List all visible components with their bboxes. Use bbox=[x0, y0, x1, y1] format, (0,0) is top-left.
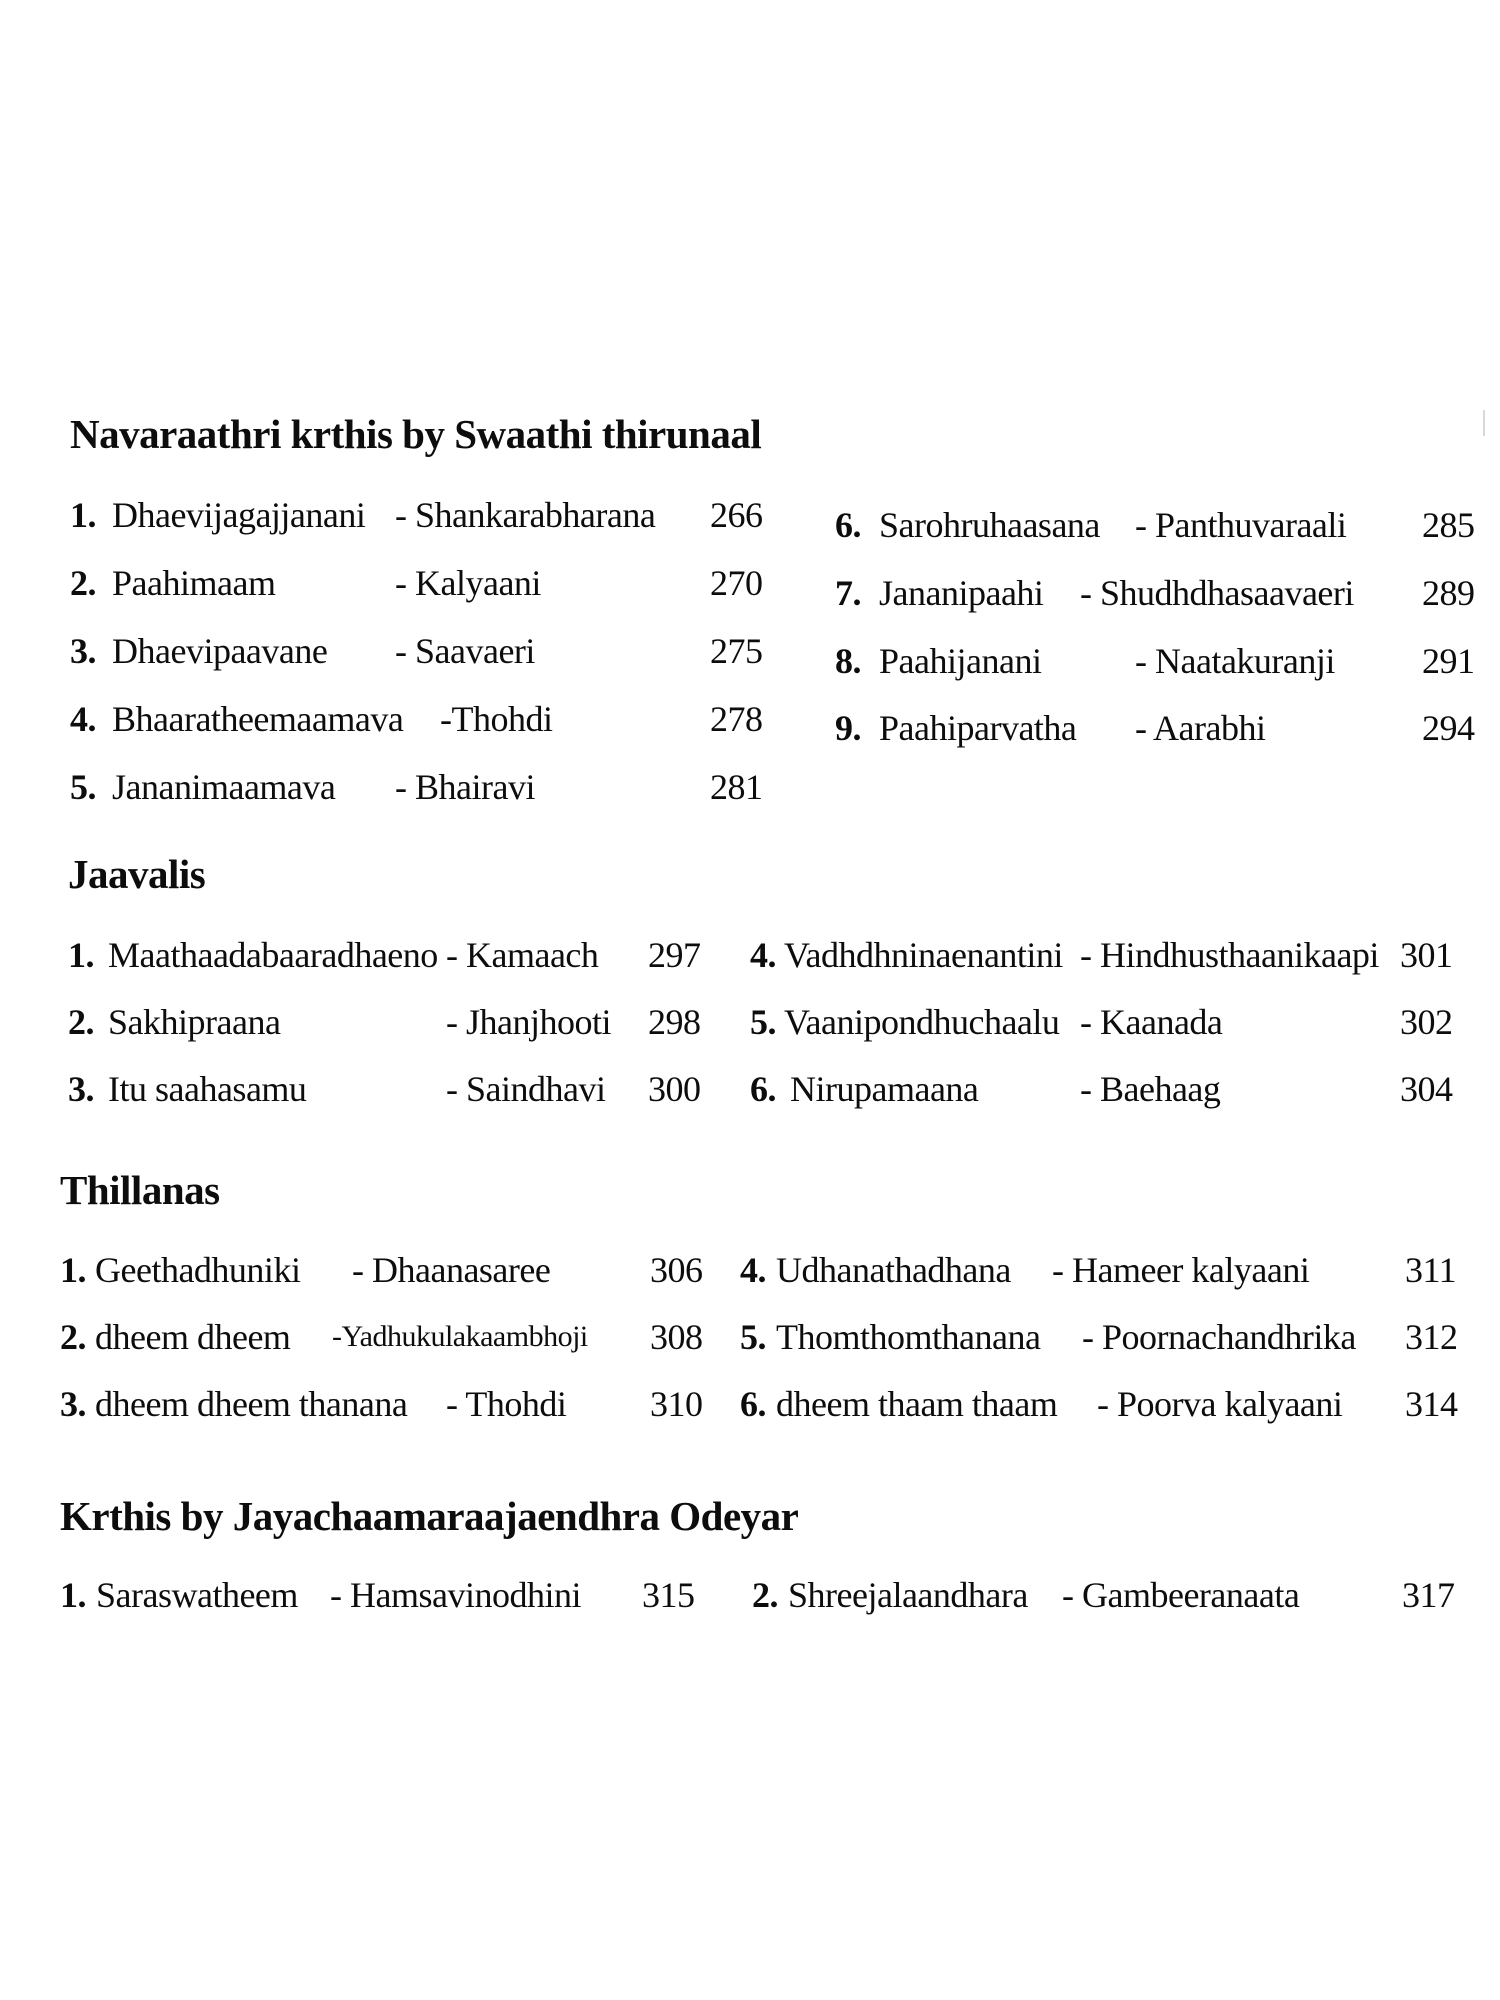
item-raga: - Hameer kalyaani bbox=[1052, 1250, 1310, 1290]
item-number: 6. bbox=[750, 1069, 776, 1109]
item-page-number: 311 bbox=[1405, 1250, 1457, 1290]
item-title: Jananipaahi bbox=[879, 573, 1044, 613]
item-page-number: 312 bbox=[1405, 1317, 1458, 1357]
item-number: 5. bbox=[750, 1002, 776, 1042]
item-raga: - Saindhavi bbox=[446, 1069, 606, 1109]
item-number: 3. bbox=[70, 631, 96, 671]
item-title: Thomthomthanana bbox=[776, 1317, 1041, 1357]
item-title: Vaanipondhuchaalu bbox=[784, 1002, 1060, 1042]
item-number: 5. bbox=[740, 1317, 766, 1357]
item-number: 4. bbox=[750, 935, 776, 975]
item-number: 2. bbox=[752, 1575, 778, 1615]
item-page-number: 266 bbox=[710, 495, 763, 535]
item-number: 6. bbox=[835, 505, 861, 545]
item-title: Itu saahasamu bbox=[108, 1069, 307, 1109]
section-heading-krthis-odeyar: Krthis by Jayachaamaraajaendhra Odeyar bbox=[60, 1493, 799, 1539]
item-raga: - Panthuvaraali bbox=[1135, 505, 1347, 545]
item-raga: - Jhanjhooti bbox=[446, 1002, 611, 1042]
item-page-number: 304 bbox=[1400, 1069, 1453, 1109]
section-heading-jaavalis: Jaavalis bbox=[68, 851, 206, 897]
item-number: 6. bbox=[740, 1384, 766, 1424]
item-number: 5. bbox=[70, 767, 96, 807]
item-raga: - Shankarabharana bbox=[395, 495, 656, 535]
item-title: Saraswatheem bbox=[96, 1575, 298, 1615]
item-page-number: 289 bbox=[1422, 573, 1475, 613]
item-page-number: 300 bbox=[648, 1069, 701, 1109]
item-page-number: 308 bbox=[650, 1317, 703, 1357]
item-title: Geethadhuniki bbox=[95, 1250, 301, 1290]
item-title: Paahiparvatha bbox=[879, 708, 1077, 748]
item-number: 2. bbox=[60, 1317, 86, 1357]
item-page-number: 270 bbox=[710, 563, 763, 603]
item-title: Nirupamaana bbox=[790, 1069, 979, 1109]
item-title: Maathaadabaaradhaeno bbox=[108, 935, 438, 975]
item-title: Vadhdhninaenantini bbox=[784, 935, 1063, 975]
item-page-number: 301 bbox=[1400, 935, 1453, 975]
item-raga: - Poornachandhrika bbox=[1082, 1317, 1356, 1357]
item-page-number: 281 bbox=[710, 767, 763, 807]
item-title: Bhaaratheemaamava bbox=[112, 699, 404, 739]
item-page-number: 298 bbox=[648, 1002, 701, 1042]
item-number: 2. bbox=[70, 563, 96, 603]
item-raga: - Dhaanasaree bbox=[352, 1250, 551, 1290]
item-raga: - Naatakuranji bbox=[1135, 641, 1335, 681]
item-raga: - Shudhdhasaavaeri bbox=[1080, 573, 1354, 613]
item-title: Dhaevipaavane bbox=[112, 631, 328, 671]
item-number: 2. bbox=[68, 1002, 94, 1042]
scan-edge-mark bbox=[1483, 410, 1485, 436]
item-raga: - Bhairavi bbox=[395, 767, 535, 807]
item-page-number: 285 bbox=[1422, 505, 1475, 545]
item-raga: - Kamaach bbox=[446, 935, 599, 975]
item-title: dheem dheem bbox=[95, 1317, 291, 1357]
item-raga: - Thohdi bbox=[446, 1384, 567, 1424]
item-title: dheem dheem thanana bbox=[95, 1384, 408, 1424]
item-number: 1. bbox=[70, 495, 96, 535]
item-page-number: 275 bbox=[710, 631, 763, 671]
item-title: Shreejalaandhara bbox=[788, 1575, 1028, 1615]
item-page-number: 306 bbox=[650, 1250, 703, 1290]
section-heading-navaraathri: Navaraathri krthis by Swaathi thirunaal bbox=[70, 411, 762, 457]
item-page-number: 297 bbox=[648, 935, 701, 975]
item-raga: - Hamsavinodhini bbox=[330, 1575, 581, 1615]
item-page-number: 291 bbox=[1422, 641, 1475, 681]
section-heading-thillanas: Thillanas bbox=[60, 1167, 220, 1213]
item-page-number: 317 bbox=[1402, 1575, 1455, 1615]
item-title: Paahijanani bbox=[879, 641, 1042, 681]
item-page-number: 302 bbox=[1400, 1002, 1453, 1042]
item-raga: - Gambeeranaata bbox=[1062, 1575, 1300, 1615]
item-number: 4. bbox=[70, 699, 96, 739]
item-title: Jananimaamava bbox=[112, 767, 336, 807]
item-title: dheem thaam thaam bbox=[776, 1384, 1058, 1424]
item-number: 3. bbox=[60, 1384, 86, 1424]
item-title: Sakhipraana bbox=[108, 1002, 281, 1042]
item-number: 8. bbox=[835, 641, 861, 681]
item-number: 1. bbox=[60, 1250, 86, 1290]
item-page-number: 294 bbox=[1422, 708, 1475, 748]
item-raga: -Yadhukulakaambhoji bbox=[332, 1320, 588, 1353]
item-raga: - Kaanada bbox=[1080, 1002, 1223, 1042]
item-title: Sarohruhaasana bbox=[879, 505, 1100, 545]
item-page-number: 315 bbox=[642, 1575, 695, 1615]
item-raga: - Baehaag bbox=[1080, 1069, 1221, 1109]
item-page-number: 314 bbox=[1405, 1384, 1458, 1424]
item-raga: - Poorva kalyaani bbox=[1097, 1384, 1343, 1424]
item-number: 9. bbox=[835, 708, 861, 748]
item-number: 3. bbox=[68, 1069, 94, 1109]
item-title: Udhanathadhana bbox=[776, 1250, 1011, 1290]
item-number: 7. bbox=[835, 573, 861, 613]
item-raga: - Aarabhi bbox=[1135, 708, 1266, 748]
item-page-number: 310 bbox=[650, 1384, 703, 1424]
item-number: 4. bbox=[740, 1250, 766, 1290]
item-page-number: 278 bbox=[710, 699, 763, 739]
item-title: Dhaevijagajjanani bbox=[112, 495, 366, 535]
item-raga: -Thohdi bbox=[440, 699, 553, 739]
item-number: 1. bbox=[68, 935, 94, 975]
item-raga: - Saavaeri bbox=[395, 631, 535, 671]
item-raga: - Hindhusthaanikaapi bbox=[1080, 935, 1379, 975]
item-raga: - Kalyaani bbox=[395, 563, 541, 603]
item-number: 1. bbox=[60, 1575, 86, 1615]
item-title: Paahimaam bbox=[112, 563, 276, 603]
